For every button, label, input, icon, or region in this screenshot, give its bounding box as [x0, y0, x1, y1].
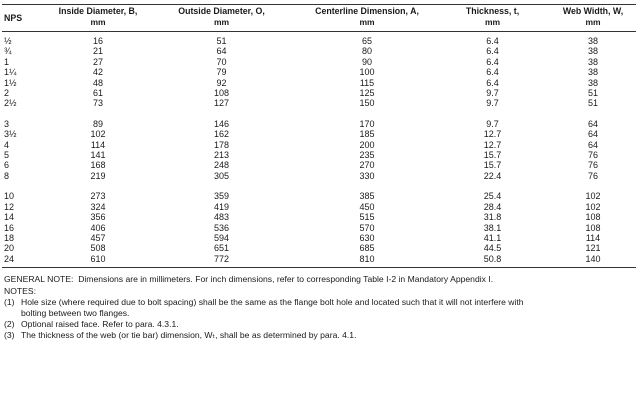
value-cell: 213	[213, 150, 230, 161]
value-cell: 64	[587, 139, 598, 150]
value-cell: 248	[213, 160, 230, 171]
value-cell: 102	[585, 201, 601, 212]
value-cell: 28.4	[483, 201, 502, 212]
note-item	[4, 330, 636, 341]
value-cell: 536	[213, 222, 230, 233]
value-cell: 51	[587, 88, 598, 99]
value-cell: 61	[92, 88, 103, 99]
table-row	[2, 46, 636, 56]
value-cell: 80	[361, 46, 372, 57]
value-cell: 419	[213, 201, 230, 212]
value-cell: 170	[359, 118, 375, 129]
value-cell: 356	[90, 212, 106, 223]
nps-cell: 3½	[4, 129, 17, 140]
value-cell: 114	[90, 139, 106, 150]
value-cell: 219	[90, 170, 106, 181]
value-cell: 146	[213, 118, 230, 129]
value-cell: 64	[587, 129, 598, 140]
value-cell: 41.1	[483, 232, 502, 243]
nps-cell: 12	[4, 201, 15, 212]
header-nps: NPS	[4, 13, 23, 23]
note-item	[4, 319, 636, 330]
value-cell: 76	[587, 170, 598, 181]
value-cell: 12.7	[483, 139, 502, 150]
nps-cell: 10	[4, 191, 15, 202]
note-item	[4, 297, 636, 308]
value-cell: 330	[359, 170, 375, 181]
value-cell: 42	[92, 67, 103, 78]
header-thickness-unit: mm	[484, 17, 501, 27]
table-row	[2, 243, 636, 253]
value-cell: 200	[359, 139, 375, 150]
value-cell: 108	[585, 222, 601, 233]
value-cell: 50.8	[483, 253, 502, 264]
table-row	[2, 57, 636, 67]
note-text-continued: bolting between two flanges.	[21, 308, 130, 319]
nps-cell: 2	[4, 88, 10, 99]
value-cell: 64	[216, 46, 227, 57]
value-cell: 89	[92, 118, 103, 129]
value-cell: 651	[213, 243, 230, 254]
nps-cell: 2½	[4, 98, 17, 109]
note-text: Optional raised face. Refer to para. 4.3.1.	[21, 319, 179, 330]
dimensions-table	[2, 5, 636, 264]
value-cell: 22.4	[483, 170, 502, 181]
value-cell: 594	[213, 232, 230, 243]
header-outside-diameter-unit: mm	[213, 17, 230, 27]
value-cell: 102	[90, 129, 106, 140]
value-cell: 115	[359, 77, 375, 88]
value-cell: 141	[90, 150, 106, 161]
value-cell: 508	[90, 243, 106, 254]
value-cell: 178	[213, 139, 230, 150]
nps-cell: ¾	[4, 46, 12, 57]
nps-cell: ½	[4, 36, 12, 46]
value-cell: 140	[585, 253, 601, 264]
value-cell: 406	[90, 222, 106, 233]
header-centerline-dimension: Centerline Dimension, A,	[315, 6, 419, 16]
value-cell: 21	[92, 46, 103, 57]
general-note-label: GENERAL NOTE:	[4, 274, 74, 285]
value-cell: 685	[359, 243, 375, 254]
bottom-rule	[2, 267, 636, 268]
table-row	[2, 67, 636, 77]
nps-cell: 6	[4, 160, 10, 171]
note-text: Hole size (where required due to bolt spacing) shall be the same as the flange bolt hole and located such that it will not interfere with	[21, 297, 524, 308]
value-cell: 31.8	[483, 212, 502, 223]
value-cell: 610	[90, 253, 106, 264]
value-cell: 235	[359, 150, 375, 161]
header-outside-diameter: Outside Diameter, O,	[178, 6, 265, 16]
value-cell: 38	[587, 36, 598, 46]
value-cell: 185	[359, 129, 375, 140]
nps-cell: 16	[4, 222, 15, 233]
table-row	[2, 171, 636, 181]
value-cell: 65	[361, 36, 372, 46]
value-cell: 100	[359, 67, 375, 78]
general-note	[4, 274, 636, 285]
value-cell: 6.4	[486, 67, 499, 78]
value-cell: 76	[587, 150, 598, 161]
value-cell: 16	[92, 36, 103, 46]
value-cell: 450	[359, 201, 375, 212]
value-cell: 38	[587, 77, 598, 88]
table-row	[2, 160, 636, 170]
value-cell: 810	[359, 253, 375, 264]
table-row	[2, 254, 636, 264]
value-cell: 15.7	[483, 150, 502, 161]
value-cell: 44.5	[483, 243, 502, 254]
nps-cell: 1	[4, 56, 10, 67]
table-row	[2, 233, 636, 243]
value-cell: 12.7	[483, 129, 502, 140]
value-cell: 9.7	[486, 118, 499, 129]
value-cell: 51	[216, 36, 227, 46]
value-cell: 150	[359, 98, 375, 109]
table-row	[2, 119, 636, 129]
table-row	[2, 191, 636, 201]
table-row	[2, 98, 636, 108]
table-row	[2, 150, 636, 160]
nps-cell: 3	[4, 118, 10, 129]
table-row	[2, 129, 636, 139]
header-inside-diameter: Inside Diameter, B,	[58, 6, 138, 16]
value-cell: 73	[92, 98, 103, 109]
nps-cell: 1½	[4, 77, 17, 88]
table-body	[2, 36, 636, 264]
value-cell: 9.7	[486, 98, 499, 109]
value-cell: 6.4	[486, 56, 499, 67]
value-cell: 108	[585, 212, 601, 223]
nps-cell: 18	[4, 232, 15, 243]
table-row	[2, 140, 636, 150]
header-web-width: Web Width, W,	[562, 6, 624, 16]
table-row	[2, 212, 636, 222]
header-web-width-unit: mm	[585, 17, 601, 27]
value-cell: 102	[585, 191, 601, 202]
value-cell: 27	[92, 56, 103, 67]
value-cell: 273	[90, 191, 106, 202]
value-cell: 385	[359, 191, 375, 202]
value-cell: 25.4	[483, 191, 502, 202]
value-cell: 630	[359, 232, 375, 243]
table-row	[2, 78, 636, 88]
general-note-text: Dimensions are in millimeters. For inch dimensions, refer to corresponding Table I-2 in Mandatory Appendix I.	[78, 274, 494, 285]
value-cell: 570	[359, 222, 375, 233]
group-spacer	[2, 109, 636, 119]
value-cell: 108	[213, 88, 230, 99]
dimension-table-document	[2, 4, 636, 341]
value-cell: 38	[587, 56, 598, 67]
header-thickness: Thickness, t,	[465, 6, 520, 16]
value-cell: 270	[359, 160, 375, 171]
note-number: (1)	[4, 297, 15, 308]
table-row	[2, 202, 636, 212]
value-cell: 324	[90, 201, 106, 212]
value-cell: 92	[216, 77, 227, 88]
header-inside-diameter-unit: mm	[90, 17, 106, 27]
value-cell: 70	[216, 56, 227, 67]
value-cell: 457	[90, 232, 106, 243]
value-cell: 38	[587, 46, 598, 57]
notes-list	[4, 297, 636, 341]
value-cell: 168	[90, 160, 106, 171]
value-cell: 127	[213, 98, 230, 109]
note-number: (2)	[4, 319, 15, 330]
value-cell: 15.7	[483, 160, 502, 171]
value-cell: 76	[587, 160, 598, 171]
notes-section	[2, 274, 636, 341]
table-row	[2, 223, 636, 233]
nps-cell: 4	[4, 139, 10, 150]
value-cell: 64	[587, 118, 598, 129]
nps-cell: 20	[4, 243, 15, 254]
nps-cell: 5	[4, 150, 10, 161]
notes-label: NOTES:	[4, 286, 36, 297]
header-centerline-unit: mm	[359, 17, 375, 27]
group-spacer	[2, 181, 636, 191]
value-cell: 6.4	[486, 46, 499, 57]
value-cell: 51	[587, 98, 598, 109]
value-cell: 772	[213, 253, 230, 264]
note-number: (3)	[4, 330, 15, 341]
table-row	[2, 88, 636, 98]
value-cell: 121	[585, 243, 601, 254]
nps-cell: 14	[4, 212, 15, 223]
value-cell: 515	[359, 212, 375, 223]
nps-cell: 24	[4, 253, 15, 264]
value-cell: 9.7	[486, 88, 499, 99]
value-cell: 6.4	[486, 36, 499, 46]
value-cell: 125	[359, 88, 375, 99]
nps-cell: 1¼	[4, 67, 17, 78]
value-cell: 48	[92, 77, 103, 88]
table-row	[2, 36, 636, 46]
value-cell: 79	[216, 67, 227, 78]
value-cell: 114	[585, 232, 601, 243]
value-cell: 305	[213, 170, 230, 181]
value-cell: 359	[213, 191, 230, 202]
value-cell: 38.1	[483, 222, 502, 233]
value-cell: 162	[213, 129, 230, 140]
value-cell: 6.4	[486, 77, 499, 88]
value-cell: 38	[587, 67, 598, 78]
note-text: The thickness of the web (or tie bar) dimension, Wₜ, shall be as determined by para. 4.1.	[21, 330, 357, 341]
value-cell: 483	[213, 212, 230, 223]
nps-cell: 8	[4, 170, 10, 181]
value-cell: 90	[361, 56, 372, 67]
